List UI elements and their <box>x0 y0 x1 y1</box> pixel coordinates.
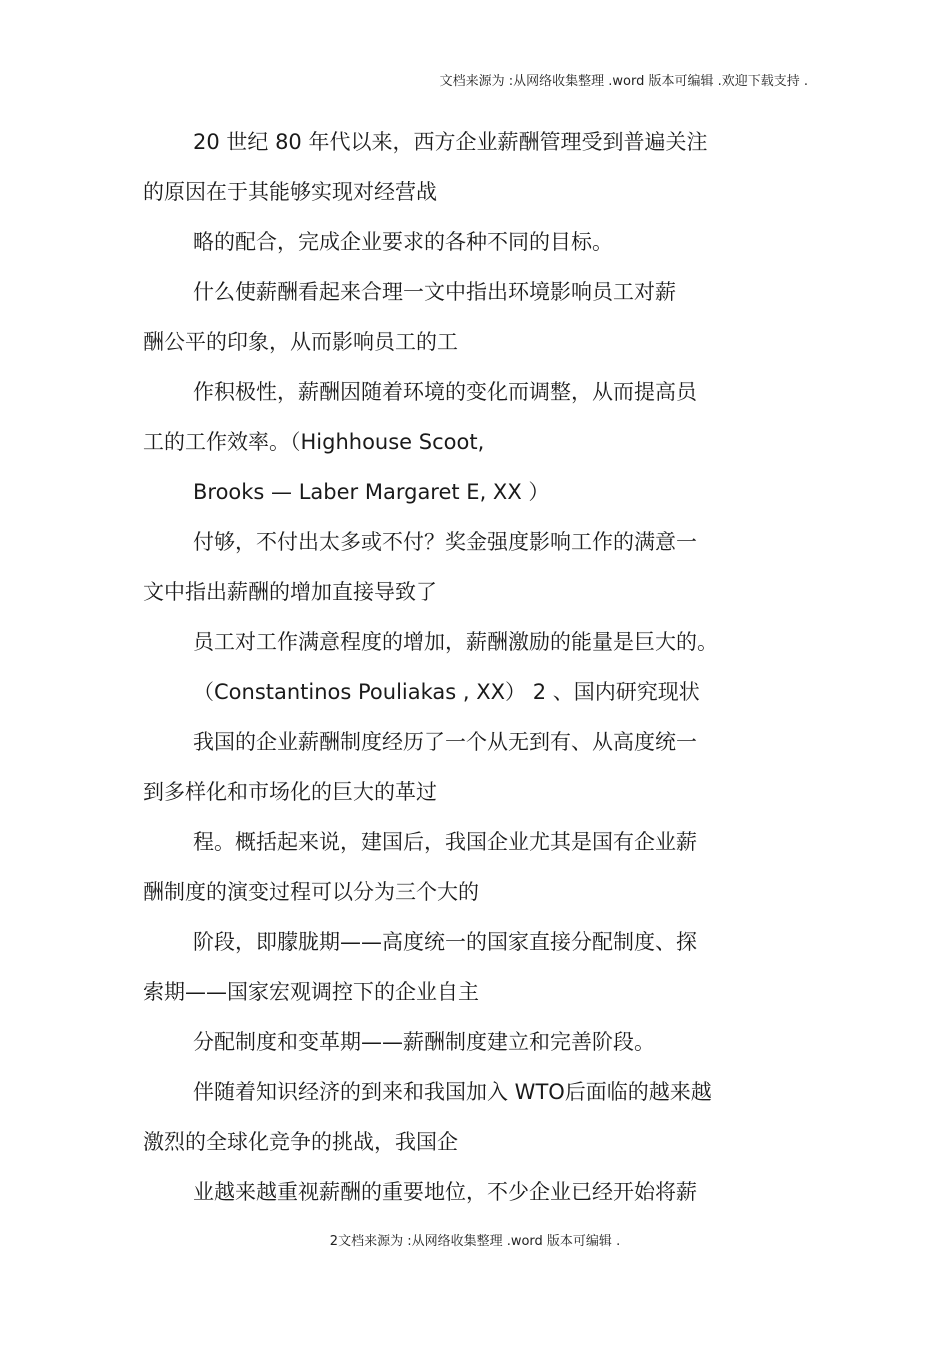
page-header: 文档来源为 :从网络收集整理 .word 版本可编辑 .欢迎下载支持 . <box>439 74 808 89</box>
paragraph-line: 什么使薪酬看起来合理一文中指出环境影响员工对薪 <box>193 280 676 304</box>
paragraph-line: 文中指出薪酬的增加直接导致了 <box>143 580 437 604</box>
paragraph-line: 工的工作效率。（Highhouse Scoot, <box>143 430 485 454</box>
paragraph-line: 索期——国家宏观调控下的企业自主 <box>143 980 479 1004</box>
paragraph-line: Brooks — Laber Margaret E, XX ） <box>193 480 550 504</box>
paragraph-line: 的原因在于其能够实现对经营战 <box>143 180 437 204</box>
paragraph-line: 酬公平的印象，从而影响员工的工 <box>143 330 458 354</box>
paragraph-line: 阶段，即朦胧期——高度统一的国家直接分配制度、探 <box>193 930 697 954</box>
paragraph-line: 略的配合，完成企业要求的各种不同的目标。 <box>193 230 613 254</box>
paragraph-line: 付够，不付出太多或不付？奖金强度影响工作的满意一 <box>193 530 697 554</box>
paragraph-line: 分配制度和变革期——薪酬制度建立和完善阶段。 <box>193 1030 655 1054</box>
paragraph-line: 20 世纪 80 年代以来，西方企业薪酬管理受到普遍关注 <box>193 130 708 154</box>
paragraph-line: 作积极性，薪酬因随着环境的变化而调整，从而提高员 <box>193 380 697 404</box>
paragraph-line: 到多样化和市场化的巨大的革过 <box>143 780 437 804</box>
paragraph-line: 我国的企业薪酬制度经历了一个从无到有、从高度统一 <box>193 730 697 754</box>
paragraph-line: （Constantinos Pouliakas , XX） 2 、国内研究现状 <box>193 680 700 704</box>
paragraph-line: 酬制度的演变过程可以分为三个大的 <box>143 880 479 904</box>
paragraph-line: 激烈的全球化竞争的挑战，我国企 <box>143 1130 458 1154</box>
paragraph-line: 程。概括起来说，建国后，我国企业尤其是国有企业薪 <box>193 830 697 854</box>
paragraph-line: 业越来越重视薪酬的重要地位，不少企业已经开始将薪 <box>193 1180 697 1204</box>
paragraph-line: 员工对工作满意程度的增加，薪酬激励的能量是巨大的。 <box>193 630 718 654</box>
page-footer: 2文档来源为 :从网络收集整理 .word 版本可编辑 . <box>329 1234 621 1249</box>
paragraph-line: 伴随着知识经济的到来和我国加入 WTO后面临的越来越 <box>193 1080 712 1104</box>
